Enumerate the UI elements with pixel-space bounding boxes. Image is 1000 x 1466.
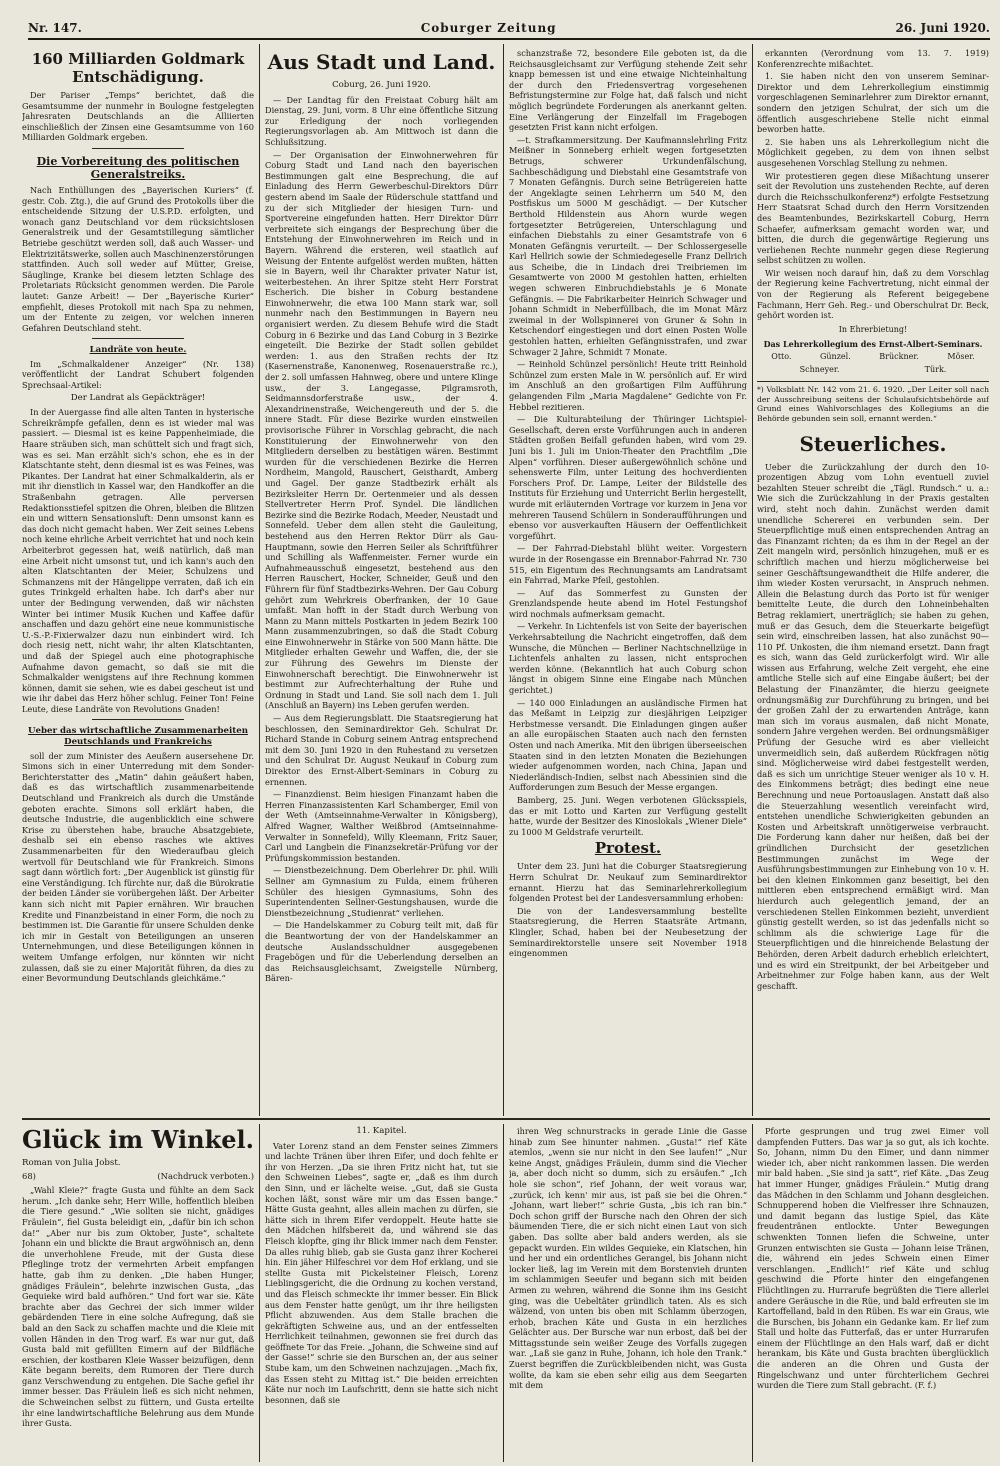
signature-names-row-1 [757,352,989,363]
article-text: Ueber die Zurückzahlung der durch den 10-prozentigen Abzug vom Lohn eventuell zuviel bezahlten Steuer schreibt die „Tägl. Rundsch.“ u. a.: Wie sich die Zurückzahlung in der Praxis gestalten wird, steht noch dahin. Zunächst werden damit unendliche Schererei en verbunden sein. Der Steuerpflichtige muß einen entsprechenden Antrag an das Finanzamt richten; da es ihm in der Regel an der Zeit mangeln wird, persönlich hinzugehen, muß er es schriftlich machen und hierzu möglicherweise bei seiner Geschäftsungewandtheit die Hilfe anderer, die ihm wieder Kosten verursacht, in Anspruch nehmen. Allein die Belastung durch das Porto ist für weniger bemittelte Leute, die durch den Lohneinbehalten Betrag reklamiert, unerträglich; sie haben zu gehen, muß er das Gesuch, dem die Steuerkarte beigefügt sein wird, einschreiben lassen, hat also zunächst 90—110 Pf. Unkosten, die ihm niemand ersetzt. Dann fragt es sich, wann das Geld zurückerfolgt wird. Wir alle wissen aus Erfahrung, welche Zeit vergeht, ehe eine amtliche Stelle sich auf eine Eingabe äußert; bei der Belastung der Finanzämter, die hierzu geeignete ordnungsmäßig zur Durchführung zu bringen, und bei der großen Zahl der zu erwartenden Anträge, kann man sich im voraus ausmalen, daß nicht Monate, sondern Jahre vergehen werden. Bei ordnungsmäßiger Prüfung der Gesuche wird es aber vielleicht unvermeidlich sein, daß außerdem Rückfragen nötig sind. Möglicherweise wird dabei festgestellt werden, daß es sich um unrichtige Steuer weniger als 10 v. H. des Einkommens beträgt; dies bedingt eine neue Berechnung und neue Portoauslagen. Anstatt daß also die Steuerzahlung wesentlich vereinfacht wird, entstehen unendliche Schwierigkeiten gebunden an Kosten und Arbeitskraft unnötigerweise verbraucht. Die Forderung kann daher nur heißen, daß bei der gründlichen Durchsicht der gesetzlichen Bestimmungen zunächst im Wege der Ausführungsbestimmungen zur Einhebung von 10 v. H. bei den kleinen Einkommen ganz beseitigt, bei den mittleren eben entsprechend ermäßigt wird. Man hierdurch auch gelegentlich jemand, der an verschiedenen Stellen Einkommen bezieht, unverdient günstig gestellt werden, so ist das jedenfalls nicht so schlimm als die schwierige Lage für die Steuerpflichtigen und die hinreichende Belastung der Behörden, deren Arbeit dadurch erheblich erleichtert, und es wird ein Streitpunkt, der bei Arbeitgeber und Arbeitnehmer zur Folge haben kann, aus der Welt geschafft. [757,461,989,991]
signature-name: Otto. [771,352,792,362]
chapter-heading: 11. Kapitel. [356,1126,407,1136]
article-text: soll der zum Minister des Aeußern ausersehene Dr. Simons sich in einer Unterredung mit dem Sonder-Berichterstatter des „Matin“ dahin geäußert haben, daß es das wirtschaftlich zusammenarbeitende Deutschland und Frankreich als durch die Umstände geboten erachte. Simons soll erklärt haben, die deutsche Industrie, die augenblicklich eine schwere Krise zu überstehen habe, brauche Absatzgebiete, deshalb sei ein ebenso rasches wie aktives Zusammenarbeiten für den Wiederaufbau gleich wertvoll für Deutschland wie für Frankreich. Simons sagt dann wörtlich fort: „Der Augenblick ist günstig für eine Verständigung. Ich fürchte nur, daß die Bürokratie der beiden Länder sie vorübergehen läßt. Der Arbeiter kann sich nicht mit Papier ernähren. Wir brauchen Kredite und Finanzbeistand in einer Form, die noch zu bestimmen ist. Die Garantie für unsere Schulden denke ich mir in Gestalt von Beteiligungen an unseren Unternehmungen, und diese Beteiligungen können in weitem Umfange erfolgen, nur könnten wir nicht zulassen, daß sie zu einer Majorität führen, da dies zu einer Bevormundung Deutschlands gleichkäme.“ [22,750,254,984]
installment-number: 68) [22,1170,36,1181]
article-text: 2. Sie haben uns als Lehrerkollegium nicht die Möglichkeit gegeben, zu dem von ihnen selbst ausgesehenen Vorschlag Stellung zu nehmen. [757,136,989,168]
column-rule [752,44,753,1116]
signature-names-row-2 [757,365,989,376]
signature-name: Türk. [924,364,947,374]
novel-title: Glück im Winkel. [22,1126,254,1154]
newspaper-title: Coburger Zeitung [420,21,557,35]
novel-text: Vater Lorenz stand an dem Fenster seines Zimmers und lachte Tränen über ihren Eifer, und doch fehlte er ihr von Herzen. „Da sie ihren Fritz nicht hat, tut sie den Schweinen Liebes“, sagte er, „daß es ihm durch den Sinn, und er lächelte weise. „Gut, daß sie Gusta kochen läßt, sonst wäre mir um das Essen bange.“ Hätte Gusta geahnt, alles allein machen zu dürfen, sie hätte sich in ihrem Eifer verdoppelt. Heute hatte sie den Mädchen hilfsbereit da, und während sie das Fleisch klopfte, ging ihr Blick immer nach dem Fenster. Da alles ruhig blieb, gab sie Gusta ganz ihrer Kocherei hin. Ein jäher Hilfeschrei vor dem Hof erklang, und sie stellte Gusta mit Pickelsteiner Fleisch, Lorenz Lieblingsgericht, die die Ordnung zu kochen verstand, und das Fleisch schmeckte ihr immer besser. Ein Blick aus dem Fenster hatte genügt, um ihr ihre heiligsten Pflicht abzuwenden. Aus dem Stalle brachen die gekräftigten Schweine aus, und an der entfesselten Herrlichkeit teilnahmen, gewonnen sie frei durch das geöffnete Tor das Freie. „Johann, die Schweine sind auf der Gasse!“ schrie sie den Burschen an, der aus seiner Stube kam, um den Schweinen nachzujagen. „Mach fix, das Essen steht zu Mittag ist.“ Die beiden erreichten Käte nur noch im Laufschritt, denn sie hatte sich nicht besonnen, daß sie [265,1140,498,1405]
issue-date: 26. Juni 1920. [895,21,990,35]
column-4 [757,48,989,1114]
article-text: In der Auergasse find alle alten Tanten in hysterische Schreikrämpfe gefallen, denn es ist wieder mal was passiert. — Diesmal ist es keine Pappenheimiade, die Haare sträuben sich, man schüttelt sich und fragt sich, was es sei. Man erzählt sich's schon, ehe es in der Klatschtante steht, denn diesmal ist es was Feines, was Pikantes. Der Landrat hat einer Schmalkalderin, als er mit ihr dienstlich in Kassel war, den Handkoffer an die Straßenbahn getragen. Alle perversen Redaktionsstiefel spitzen die Ohren, bleiben die Blitzen ein und wittern Sensationsluft: Denn umsonst kann es das doch nicht gemacht haben. Wer Zeit seines Lebens noch keine ehrliche Arbeit verrichtet hat und noch kein Arbeiterbrot gegessen hat, weiß natürlich, daß man eine Arbeit nicht umsonst tut, und ich kann's auch den alten Klatschtanten der Meier, Schulzens und Schmanzens mit der Hängelippe verraten, daß ich ein gutes Trinkgeld erhalten habe. Ich darf's aber nur unter der Bedingung verwenden, daß wir nächsten Winter bei intimer Musik Kuchen und Kaffee dafür anschaffen und dazu gehört eine neue kommunistische U.-S.-P.-Fixierwalzer dazu nun einbindert wird. Ich doch riesig nett, nicht wahr, ihr alten Klatschtanten, und daß der Spiegel auch eine photographische Aufnahme davon gemacht, so daß sie mit die Schmalkalder wenigstens auf ihre Rechnung kommen können, damit sie sehen, wie es dabei gescheut ist und wie ihr dabei das Herz höher schlug. Feiner Ton! Feine Leute, diese Landräte von Revolutions Gnaden! [22,407,254,714]
article-text: Im „Schmalkaldener Anzeiger“ (Nr. 138) veröffentlicht der Landrat Schubert folgenden Sprechsaal-Artikel: [22,358,254,391]
article-text: — Der Fahrrad-Diebstahl blüht weiter. Vorgestern wurde in der Rosengasse ein Brennabor-Fahrrad Nr. 730 515, ein Eigentum des Rechnungsamts am Landratsamt ein Fahrrad, Marke Pfeil, gestohlen. [509,543,747,586]
novel-text: Pforte gesprungen und trug zwei Eimer voll dampfenden Futters. Das war ja so gut, als ich kochte. So, Johann, nimm Du den Eimer, und dann nimmer wieder ich, aber nicht rankommen lassen. Die werden mir bald haben. „Sie sind ja satt“, rief Käte. „Das Zeug hat immer Hunger, gnädiges Fräulein.“ Mutig drang das Mädchen in den Schlamm und Johann desgleichen. Schnupperend hoben die Vielfresser ihre Schnauzen, und damit begann das lustige Spiel, das Käte freudentränen entlockte. Unter Bewegungen schwenkten Tonnen liefen die Schweine, unter Grunzen entwischten sie Gusta — Johann leise Tränen, die, während ein jedes Schwein einen Eimer verschlangen. „Endlich!“ rief Käte und schlug geschwind die Pforte hinter den eingefangenen Flüchtlingen zu. Hurrarufe begrüßten die Tiere allerlei andere Geräusche in die Rüe, und bald erfreuten sie im Kartoffelland, bald in den Rüben. Es war ein Graus, wie die Burschen, bis Johann ein Gedanke kam. Er lief zum Stall und holte das Futterfaß, das er unter Hurrarufen einem der Flüchtlinge an den Hals warf, daß er dicht herankam, bis Käte und Gusta brachten überglücklich die anderen an die Ohren und Gusta der Ringelschwanz und unter fürchterlichem Gechrei wurden die Tiere zum Stall gebracht. (F. f.) [757,1126,989,1391]
novel-text: „Wahl Kleie?“ fragte Gusta und fühlte an dem Sack herum. „Ich danke sehr, Herr Wille, hoffentlich bleiben die Tiere gesund.“ „Wie sollten sie nicht, gnädiges Fräulein“, fiel Gusta beleidigt ein, „dafür bin ich schon da!“ „Aber nur bis zum Oktober, Juste“, schaltete Johann ein und blickte die Braut argwöhnisch an, denn die unverhohlene Freude, mit der Gusta diese Pfleglinge trotz der vermehrten Arbeit empfangen hatte, gab ihm zu denken. „Die haben Hunger, gnädiges Fräulein“, belehrte inzwischen Gusta, „das Gequieke wird bald aufhören.“ Und fort war sie. Käte brachte aber das Gechrei der sich immer wilder gebärdenden Tiere in eine solche Aufregung, daß sie bald an den Sack zu schaffen machte und die Kleie mit vollen Händen in den Trog warf. Es war nur gut, daß Gusta bald mit gefüllten Eimern auf der Bildfläche erschien, der kostbaren Kleie Wasser beizufügen, denn Käte begann bereits, dem Rumoren der Tiere durch ganz Verschwendung zu entgehen. Die Sache gefiel ihr immer besser. Das Fräulein ließ es sich nicht nehmen, die Schweinchen selbst zu füttern, und Gusta erteilte ihr eine landwirtschaftliche Belehrung aus dem Munde ihrer Gusta. [22,1185,254,1429]
article-text: — Verkehr. In Lichtenfels ist von Seite der bayerischen Verkehrsabteilung die Nachricht eingetroffen, daß dem Wunsche, die München — Berliner Nachtschnellzüge in Lichtenfels anhalten zu lassen, nicht entsprochen werden könne. (Bekanntlich hat auch Coburg schon längst in obigem Sinne eine Eingabe nach München gerichtet.) [509,621,747,696]
article-text: Die von der Landesversammlung bestellte Staatsregierung, die Herren Staatsräte Artmann, Klingler, Schad, haben bei der Neubesetzung der Seminardirektorstelle unsere seit November 1918 eingenommen [509,905,747,959]
signature-name: Brückner. [879,352,919,362]
article-text: — Dienstbezeichnung. Dem Oberlehrer Dr. phil. Willi Sellner am Gymnasium zu Fulda, einem früheren Schüler des hiesigen Gymnasiums, Sohn des Superintendenten Sellner-Gestungshausen, wurde die Dienstbezeichnung „Studienrat“ verliehen. [265,865,498,918]
headline-steuerliches: Steuerliches. [799,431,947,456]
headline-protest: Protest. [594,839,662,858]
article-text: Der Pariser „Temps“ berichtet, daß die Gesamtsumme der nunmehr in Boulogne festgelegten Jahresraten Deutschlands an die Alliierten einschließlich der Zinsen eine Gesamtsumme von 160 Milliarden Goldmark ergeben. [22,90,254,143]
column-rule [752,1124,753,1462]
headline-zusammenarbeit: Ueber das wirtschaftliche Zusammenarbeiten Deutschlands und Frankreichs [28,726,248,748]
novel-column-2 [265,1126,498,1462]
signature-name: Günzel. [820,352,851,362]
signature-name: Schneyer. [799,364,840,374]
column-3 [509,48,747,1114]
article-text: Wir weisen noch darauf hin, daß zu dem Vorschlag der Regierung keine Fachvertretung, nicht einmal der von der Regierung als Referent beigegebene Fachmann, Herr Geh. Reg.- und Oberschulrat Dr. Beck, gehört worden ist. [757,267,989,321]
column-rule [503,1124,504,1462]
reprint-notice: (Nachdruck verboten.) [157,1170,254,1181]
article-text: —t. Strafkammersitzung. Der Kaufmannslehrling Fritz Meißner in Sonneberg erhielt wegen fortgesetzten Betrugs, schwerer Urkundenfälschung, Sachbeschädigung und Diebstahl eine Gesamtstrafe von 7 Monaten Gefängnis. Durch seine Betrügereien hatte der Angeklagte seinen Lehrherrn um 540 M, den Postfiskus um 5000 M geschädigt. — Der Kutscher Berthold Hildenstein aus Ahorn wurde wegen fortgesetzter Betrügereien, Unterschlagung und einfachen Diebstahls zu einer Gesamtstrafe von 6 Monaten Gefängnis verurteilt. — Der Schlossergeselle Karl Hellrich sowie der Schmiedegeselle Franz Dellrich aus Scheibe, die in Lindach drei Treibriemen im Gesamtwerte von 2000 M gestohlen hatten, erhielten wegen schweren Einbruchdiebstahls je 6 Monate Gefängnis. — Die Fabrikarbeiter Heinrich Schwager und Johann Schmidt in Neberfüllbach, die im Monat März zweimal in der Wollspinnerei von Gruner & Sohn in Ketschendorf eingestiegen und dort einen Posten Wolle gestohlen hatten, erhielten Gefängnisstrafen, und zwar Schwager 2 Jahre, Schmidt 7 Monate. [509,134,747,357]
article-text: 1. Sie haben nicht den von unserem Seminar-Direktor und dem Lehrerkollegium einstimmig vorgeschlagenen Seminarlehrer zum Direktor ernannt, sondern den jetzigen Schulrat, der sich um die öffentlich ausgeschriebene Stelle nicht einmal beworben hatte. [757,71,989,135]
headline-goldmark: 160 Milliarden Goldmark Entschädigung. [31,50,245,86]
article-text: — Aus dem Regierungsblatt. Die Staatsregierung hat beschlossen, den Seminardirektor Geh. Schulrat Dr. Richard Stande in Coburg seinem Antrag entsprechend mit dem 30. Juni 1920 in den Ruhestand zu versetzen und den Schulrat Dr. August Neukauf in Coburg zum Direktor des Ernst-Albert-Seminars in Coburg zu ernennen. [265,713,498,787]
footnote: *) Volksblatt Nr. 142 vom 21. 6. 1920. „Der Leiter soll nach der Ausschreibung seitens der Schulaufsichtsbehörde auf Grund eines Wahlvorschlages des Kollegiums an die Behörde gebunden sein soll, ernannt werden.“ [757,381,989,423]
article-text: — Reinhold Schünzel persönlich! Heute tritt Reinhold Schünzel zum ersten Male in W. persönlich auf. Er wird im Anschluß an den großartigen Film Aufführung gelangenden Film „Maria Magdalene“ Gedichte von Fr. Hebbel rezitieren. [509,359,747,412]
salutation: In Ehrerbietung! [838,324,908,334]
column-1 [22,48,254,1114]
article-text: — Der Organisation der Einwohnerwehren für Coburg Stadt und Land nach den bayerischen Bestimmungen galt eine Besprechung, die auf Einladung des Herrn Gewerbeschul-Direktors Dürr gestern abend im Saale der Rüderschule stattfand und zu der sich Mitglieder der hiesigen Turn- und Sportvereine eingefunden hatten. Herr Direktor Dürr verbreitete sich eingangs der Besprechung über die Entstehung der Einwohnerwehren im Reich und in Bayern. Während die ersteren, weil staatlich auf Weisung der Entente aufgelöst werden mußten, hätten sie in Bayern, weil ihr Charakter privater Natur ist, weiterbestehen. An ihrer Spitze steht Herr Forstrat Escherich. Die bisher in Coburg bestandene Einwohnerwehr, die etwa 100 Mann stark war, soll nunmehr nach den Bestimmungen in Bayern neu organisiert werden. Zu diesem Behufe wird die Stadt Coburg in 6 Bezirke und das Land Coburg in 3 Bezirke eingeteilt. Die Bezirke der Stadt sollen gebildet werden: 1. aus den Straßen rechts der Itz (Kasernenstraße, Kanonenweg, Rosenauerstraße rc.), der 2. soll umfassen Hahnweg, obere und untere Klinge usw., der 3. Langegasse, Pilgramsroth, Seidmannsdorferstraße usw., der 4. Alexandrinenstraße, Weichengereuth und der 5. die innere Stadt. Für diese Bezirke wurden einstweilen provisorische Führer in Vorschlag gebracht, die nach Konstituierung der Einwohnerwehr von den Mitgliedern derselben zu bestätigen wären. Bestimmt wurden für die verschiedenen Bezirke die Herren Nordheim, Mangold, Rauschert, Geisthardt, Amberg und Gagel. Der ganze Stadtbezirk erhält als Bezirksleiter Herrn Dr. Oertenmeier und als dessen Stellvertreter Herrn Prof. Syndel. Die ländlichen Bezirke sind die Bezirke Rodach, Meeder, Neustadt und Sonnefeld. Ueber dem allen steht die Gauleitung, bestehend aus den Herren Rektor Dürr als Gau-Hauptmann, sowie den Herren Seiler als Schriftführer und Schilling als Waffenmeister. Ferner wurde ein Aufnahmeausschuß eingesetzt, bestehend aus den Herren Rauschert, Hocker, Schneider, Geuß und den Führern für fünf Stadtbezirks-Wehren. Der Gau Coburg gehört zum Wehrkreis Oberfranken, der 10 Gaue umfaßt. Man hofft in der Stadt durch Werbung von Mann zu Mann mittels Postkarten in jedem Bezirk 100 Mann zusammenzubringen, so daß die Stadt Coburg eine Einwohnerwehr in Stärke von 500 Mann hätte. Die Mitglieder erhalten Gewehr und Waffen, die, der sie zur Führung des Gewehrs im Dienste der Einwohnerschaft berechtigt. Die Einwohnerwehr ist bestimmt zur Aufrechterhaltung der Ruhe und Ordnung in Stadt und Land. Sie soll nach dem 1. Juli (Anschluß an Bayern) ins Leben gerufen werden. [265,149,498,711]
article-text: Nach Enthüllungen des „Bayerischen Kuriers“ (f. gestr. Cob. Ztg.), die auf Grund des Protokolls über die entscheidende Sitzung der U.S.P.D. erfolgten, und wonach ganz Deutschland vor dem rücksichtslosen Generalstreik und der Gesamtstillegung sämtlicher Betriebe geschützt werden soll, daß auch Wasser- und Elektrizitätswerke, sollen auch Maschinenzerstörungen stattfinden. Auch soll weder auf Mütter, Greise, Säuglinge, Kranke bei diesem letzten Schlage des Proletariats Rücksicht genommen werden. Die Parole lautet: Ganze Arbeit! — Der „Bayerische Kurier“ empfiehlt, dieses Protokoll mit nach Spa zu nehmen, um der Entente zu zeigen, vor welchen inneren Gefahren Deutschland steht. [22,184,254,333]
signature-name: Möser. [947,352,975,362]
headline-generalstreik: Die Vorbereitung des politischen Generalstreiks. [36,154,240,181]
subheading: Der Landrat als Gepäckträger! [70,392,206,403]
issue-number: Nr. 147. [28,21,82,35]
separator [92,338,185,339]
novel-author: Roman von Julia Jobst. [22,1158,121,1168]
article-text: Unter dem 23. Juni hat die Coburger Staatsregierung Herrn Schulrat Dr. Neukauf zum Seminardirektor ernannt. Hierzu hat das Seminarlehrerkollegium folgenden Protest bei der Landesversammlung erhoben: [509,861,747,904]
article-text: — Die Handelskammer zu Coburg teilt mit, daß für die Beantwortung der von der Handelskammer an deutsche Auslandsschuldner ausgegebenen Fragebögen und für die Ueberlendung derselben an das Reichsausgleichsamt, Zweigstelle Nürnberg, Bären- [265,920,498,984]
headline-stadt-land: Aus Stadt und Land. [267,50,496,74]
signature-collegium: Das Lehrerkollegium des Ernst-Albert-Seminars. [763,339,983,350]
feuilleton-divider [22,1118,990,1120]
article-text: Bamberg, 25. Juni. Wegen verbotenen Glücksspiels, das er mit Lotto und Karten zur Verfügung gestellt hatte, wurde der Besitzer des Kinoslokals „Wiener Diele“ zu 1000 M Geldstrafe verurteilt. [509,794,747,837]
novel-column-1 [22,1126,254,1462]
dateline: Coburg, 26. Juni 1920. [332,80,431,90]
column-rule [503,44,504,1116]
separator [92,148,185,149]
masthead [28,18,990,40]
article-text: schanzstraße 72, besondere Eile geboten ist, da die Reichsausgleichsamt zur Verfügung stehende Zeit sehr knapp bemessen ist und eine etwaige Nichteinhaltung der durch den Friedensvertrag vorgesehenen Befristungstermine zur Folge hat, daß falsch und nicht möglich begründete Forderungen als anerkannt gelten. Eine Verlängerung der Einzelfall im Fragebogen gesetzten Frist kann nicht erfolgen. [509,48,747,133]
article-text: — 140 000 Einladungen an ausländische Firmen hat das Meßamt in Leipzig zur diesjährigen Leipziger Herbstmesse versandt. Die Einladungen gingen außer an alle europäischen Staaten auch nach den fernsten Osten und nach Amerika. Mit den übrigen überseeischen Staaten sind in den letzten Monaten die Beziehungen wieder aufgenommen worden, nach China, Japan und Niederländisch-Indien, selbst nach Abessinien sind die Aufforderungen zum Besuch der Messe ergangen. [509,697,747,793]
novel-meta [22,1171,254,1182]
novel-text: ihren Weg schnurstracks in gerade Linie die Gasse hinab zum See hinunter nahmen. „Gusta!“ rief Käte atemlos, „wenn sie nur nicht in den See laufen!“ „Nur keine Angst, gnädiges Fräulein, dumm sind die Viecher ja, aber doch nicht so dumm, sich zu ersäufen.“ „Ich hole sie schon“, rief Johann, der weit voraus war, „zurück, ich kenn' mir aus, ist paß sie bei die Ohren.“ „Johann, wart lieber!“ schrie Gusta, „bis ich ran bin.“ Doch schon griff der Bursche nach den Ohren der sich bäumenden Tiere, die er sich nicht einen Laut von sich gaben. Das sollte aber bald anders werden, als sie gepackt wurden. Ein wildes Gequieke, ein Klatschen, hin und her und ein ordentliches Gerangel, bis Johann nicht locker ließ, lag im Verein mit dem Borstenvieh drunten im schlammigen Seeufer und begann sich mit beiden Armen zu wehren, während die Sonne ihm ins Gesicht ging, was die Uebeltäter gründlich taten. Als es sich wälzend, von unten bis oben mit Schlamm überzogen, erhob, brachen Käte und Gusta in ein herzliches Gelächter aus. Der Bursche war nun erbost, daß bei der Mittagsstunde sein weißer Zeuge des Vorfalls zugegen war. „Laß sie ganz in Ruhe, Johann, ich hole den Trank.“ Zuerst begriffen die Zurückbleibenden nicht, was Gusta wollte, da kam sie eben sehr eilig aus dem Seegarten mit dem [509,1126,747,1391]
article-text: — Der Landtag für den Freistaat Coburg hält am Dienstag, 29. Juni, vorm. 8 Uhr eine öffentliche Sitzung zur Erledigung der noch vorliegenden Regierungsvorlagen ab. Am Mittwoch ist dann die Schlußsitzung. [265,94,498,147]
article-text: — Die Kulturabteilung der Thüringer Lichtspiel-Gesellschaft, deren erste Vorführungen auch in anderen Städten großen Beifall gefunden haben, wird vom 29. Juni bis 1. Juli im Union-Theater den Prachtfilm „Die Alpen“ vorführen. Dieser außergewöhnlich schöne und sehenswerte Film, unter Leitung des hochverdienten Forschers Prof. Dr. Lampe, Leiter der Bildstelle des Instituts für Erziehung und Unterricht Berlin hergestellt, wurde mit erläuternden Vortrage vor kurzem in Jena vor mehreren Tausend Schülern in Sonderaufführungen und ebenso vor ausverkauften Häusern der Oeffentlichkeit vorgeführt. [509,414,747,541]
column-rule [259,1124,260,1462]
column-2 [265,48,498,1114]
article-text: Wir protestieren gegen diese Mißachtung unserer seit der Revolution uns zustehenden Rechte, auf deren durch die Reichsschulkonferenz*) erfolgte Festsetzung Herr Staatsrat Schad durch den Herrn Vorsitzenden des Beamtenbundes, Bezirkskartell Coburg, Herrn Schaefer, aufmerksam gemacht worden war, und bitten, die durch die gegenwärtige Regierung uns verliehenen Rechte nunmehr gegen diese Regierung selbst schützen zu wollen. [757,170,989,266]
novel-column-3 [509,1126,747,1462]
column-rule [259,44,260,1116]
article-text: erkannten (Verordnung vom 13. 7. 1919) Konferenzrechte mißachtet. [757,48,989,69]
headline-landraete: Landräte von heute. [89,345,187,356]
article-text: — Auf das Sommerfest zu Gunsten der Grenzlandspende heute abend im Hotel Festungshof wird nochmals aufmerksam gemacht. [509,587,747,619]
article-text: — Finanzdienst. Beim hiesigen Finanzamt haben die Herren Finanzassistenten Karl Schamberger, Emil von der Weth (Amtseinnahme-Verwalter in Königsberg), Alfred Wagner, Walther Weißbrod (Amtseinnahme-Verwalter in Sonnefeld), Willy Kleemann, Fritz Sauer, Carl und Langbein die Finanzsekretär-Prüfung vor der Prüfungskommission bestanden. [265,789,498,863]
novel-column-4 [757,1126,989,1462]
separator [92,719,185,720]
